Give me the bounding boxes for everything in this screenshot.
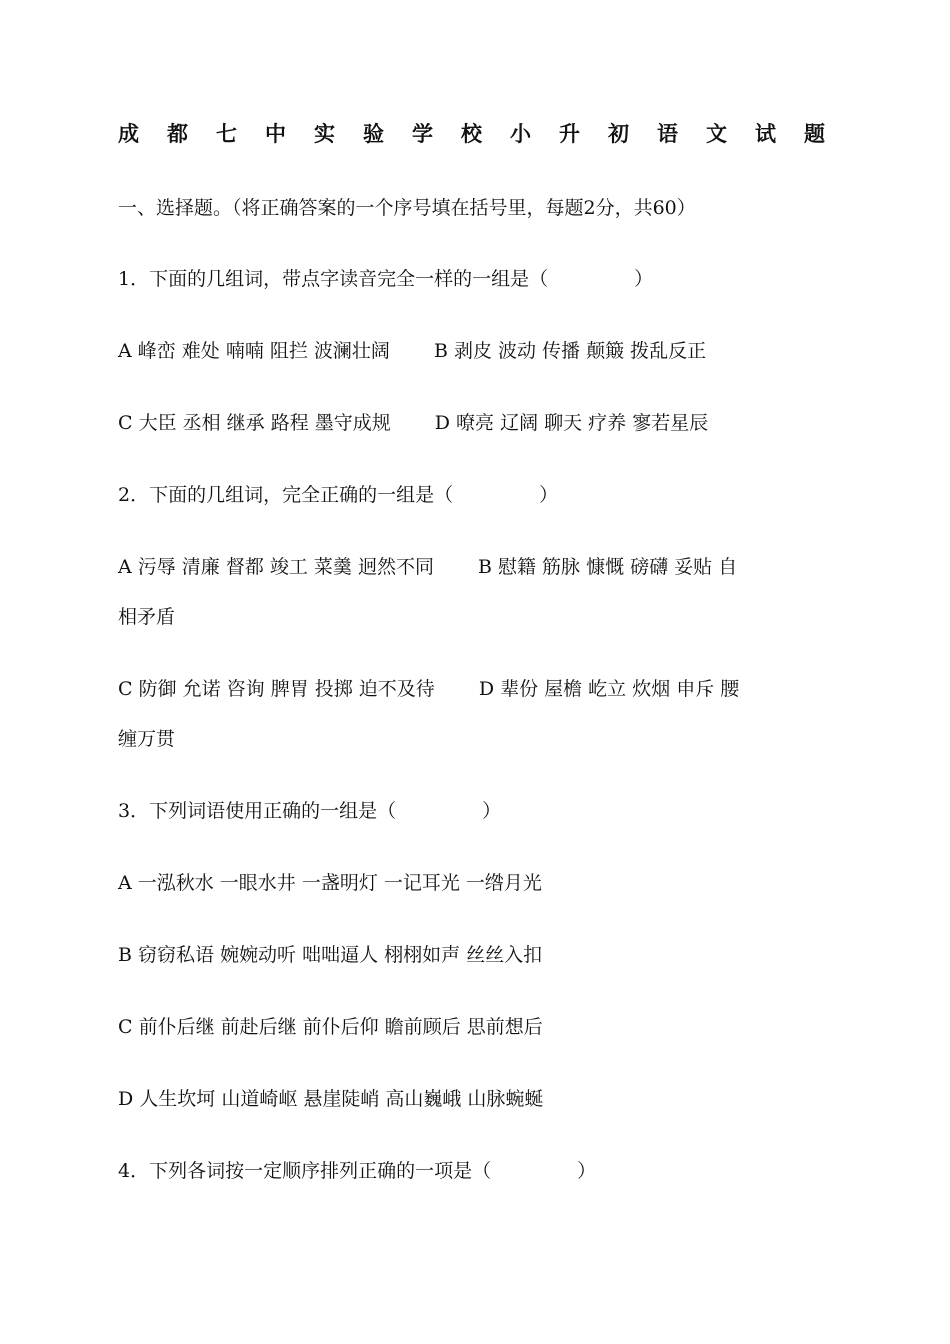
question-2-stem-text: 2．下面的几组词，完全正确的一组是（ <box>118 484 454 506</box>
question-1-stem <box>118 264 653 294</box>
question-2-options-c-d: C 防御 允诺 咨询 脾胃 投掷 迫不及待 D 辈份 屋檐 屹立 炊烟 申斥 腰 <box>118 678 740 700</box>
question-3-option-c: C 前仆后继 前赴后继 前仆后仰 瞻前顾后 思前想后 <box>118 1016 543 1038</box>
question-2-options-c-d-cont: 缠万贯 <box>118 728 176 750</box>
question-1-options-a-b: A 峰峦 难处 喃喃 阻拦 波澜壮阔 B 剥皮 波动 传播 颠簸 拨乱反正 <box>118 340 707 362</box>
question-3-option-a: A 一泓秋水 一眼水井 一盏明灯 一记耳光 一绺月光 <box>118 872 542 894</box>
question-3-option-b: B 窃窃私语 婉婉动听 咄咄逼人 栩栩如声 丝丝入扣 <box>118 944 543 966</box>
page-title: 成都七中实验学校小升初语文试题 <box>118 122 853 146</box>
question-2-options-a-b: A 污辱 清廉 督都 竣工 菜羹 迥然不同 B 慰籍 筋脉 慷慨 磅礴 妥贴 自 <box>118 556 738 578</box>
question-4-stem-close: ） <box>577 1160 597 1182</box>
question-1-stem-text: 1．下面的几组词，带点字读音完全一样的一组是（ <box>118 268 549 290</box>
question-3-option-d: D 人生坎坷 山道崎岖 悬崖陡峭 高山巍峨 山脉蜿蜒 <box>118 1088 544 1110</box>
question-3-stem-text: 3．下列词语使用正确的一组是（ <box>118 800 397 822</box>
question-4-stem <box>118 1156 596 1186</box>
question-2-stem <box>118 480 558 510</box>
question-1-stem-close: ） <box>634 268 654 290</box>
section-heading: 一、选择题。（将正确答案的一个序号填在括号里，每题2分，共60） <box>118 197 696 219</box>
question-2-stem-close: ） <box>539 484 559 506</box>
question-2-options-a-b-cont: 相矛盾 <box>118 606 176 628</box>
question-1-options-c-d: C 大臣 丞相 继承 路程 墨守成规 D 嘹亮 辽阔 聊天 疗养 寥若星辰 <box>118 412 709 434</box>
question-4-stem-text: 4．下列各词按一定顺序排列正确的一项是（ <box>118 1160 492 1182</box>
question-3-stem-close: ） <box>482 800 502 822</box>
question-3-stem <box>118 796 501 826</box>
